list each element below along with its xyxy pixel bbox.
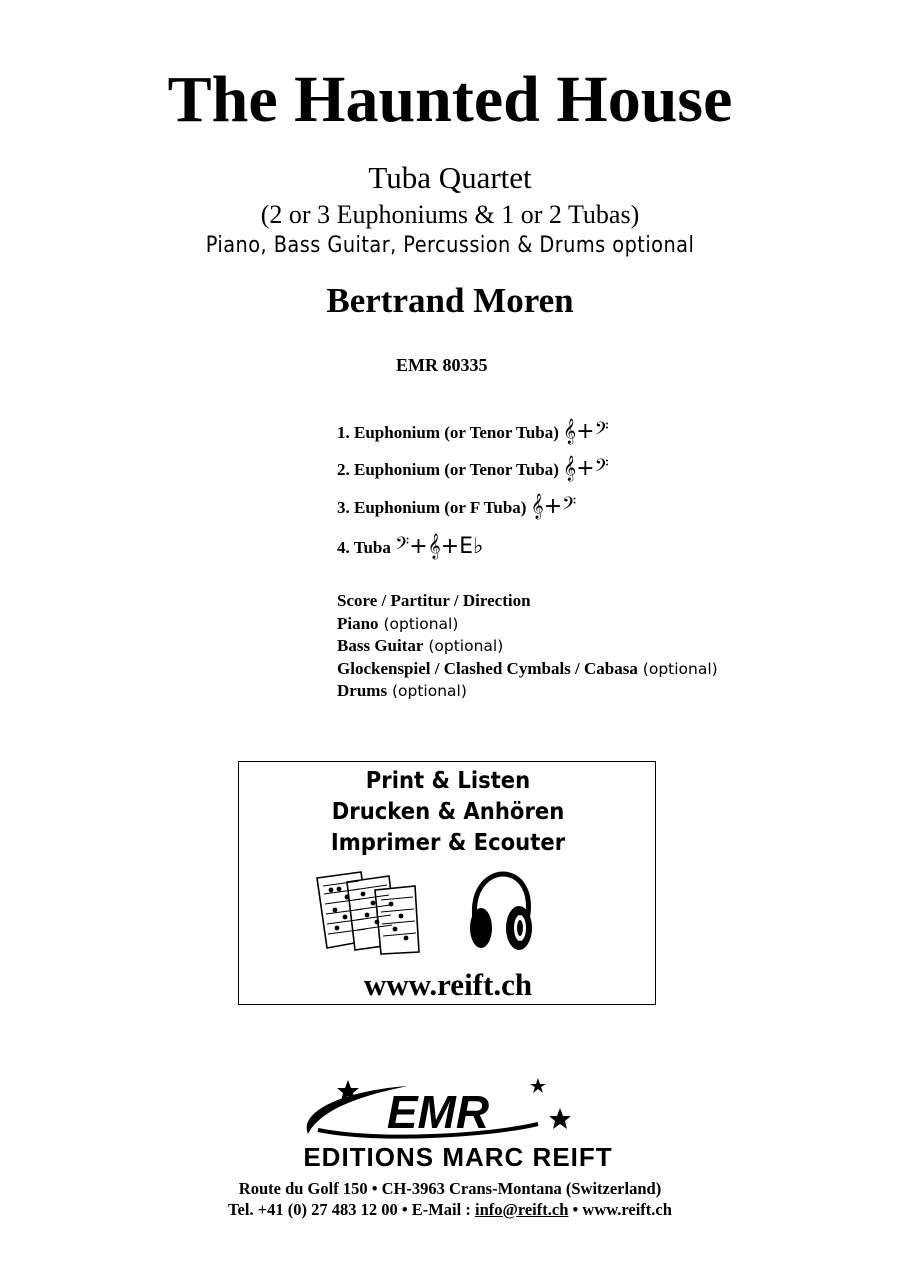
promo-website: www.reift.ch	[363, 967, 533, 1002]
contact-suffix: • www.reift.ch	[568, 1200, 672, 1219]
extras-item	[337, 680, 718, 703]
part-item	[337, 456, 609, 481]
extras-label: Glockenspiel / Clashed Cymbals / Cabasa	[337, 658, 638, 678]
extras-item	[337, 658, 718, 681]
extras-label: Drums	[337, 681, 388, 700]
logo-emr-text: EMR	[386, 1086, 490, 1138]
part-label: 2. Euphonium (or Tenor Tuba)	[337, 460, 559, 479]
clef-icon: 𝄢+𝄞+E♭	[395, 534, 484, 559]
logo-publisher-name: EDITIONS MARC REIFT	[303, 1142, 613, 1172]
print-listen-box	[238, 761, 656, 1005]
contact-prefix: Tel. +41 (0) 27 483 12 00 • E-Mail :	[228, 1200, 475, 1219]
extras-label: Score / Partitur / Direction	[337, 591, 531, 610]
extras-item	[337, 635, 718, 658]
clef-icon: 𝄞+𝄢	[530, 494, 577, 519]
sheet-music-icon	[311, 870, 423, 956]
piece-title: The Haunted House	[167, 63, 733, 136]
clef-icon: 𝄞+𝄢	[563, 419, 609, 444]
extras-note: (optional)	[423, 637, 504, 655]
publisher-logo	[238, 1072, 678, 1172]
promo-line-de: Drucken & Anhören	[331, 799, 565, 825]
extras-item	[337, 590, 718, 613]
extras-note: (optional)	[378, 614, 459, 633]
promo-line-en: Print & Listen	[365, 768, 531, 794]
extras-label: Piano	[337, 613, 379, 633]
instrumentation-line: (2 or 3 Euphoniums & 1 or 2 Tubas)	[260, 200, 640, 229]
part-item	[337, 419, 609, 444]
publisher-address: Route du Golf 150 • CH-3963 Crans-Montana (Switzerland)	[238, 1179, 662, 1198]
extras-note: (optional)	[637, 659, 718, 678]
part-label: 4. Tuba	[337, 538, 391, 557]
part-label: 3. Euphonium (or F Tuba)	[337, 498, 527, 517]
catalog-number: EMR 80335	[396, 355, 488, 375]
optional-instruments-line: Piano, Bass Guitar, Percussion & Drums optional	[205, 233, 695, 258]
extras-label: Bass Guitar	[337, 636, 424, 655]
extras-list	[337, 590, 718, 703]
ensemble-subtitle: Tuba Quartet	[368, 160, 532, 195]
extras-item	[337, 613, 718, 636]
composer-name: Bertrand Moren	[326, 281, 574, 320]
publisher-contact	[0, 1199, 900, 1221]
clef-icon: 𝄞+𝄢	[563, 456, 609, 481]
email-link[interactable]: info@reift.ch	[474, 1200, 569, 1219]
part-label: 1. Euphonium (or Tenor Tuba)	[337, 423, 559, 442]
part-item	[337, 494, 576, 519]
promo-line-fr: Imprimer & Ecouter	[330, 830, 566, 856]
extras-note: (optional)	[387, 682, 467, 700]
part-item	[337, 534, 483, 559]
headphones-icon	[467, 870, 535, 952]
